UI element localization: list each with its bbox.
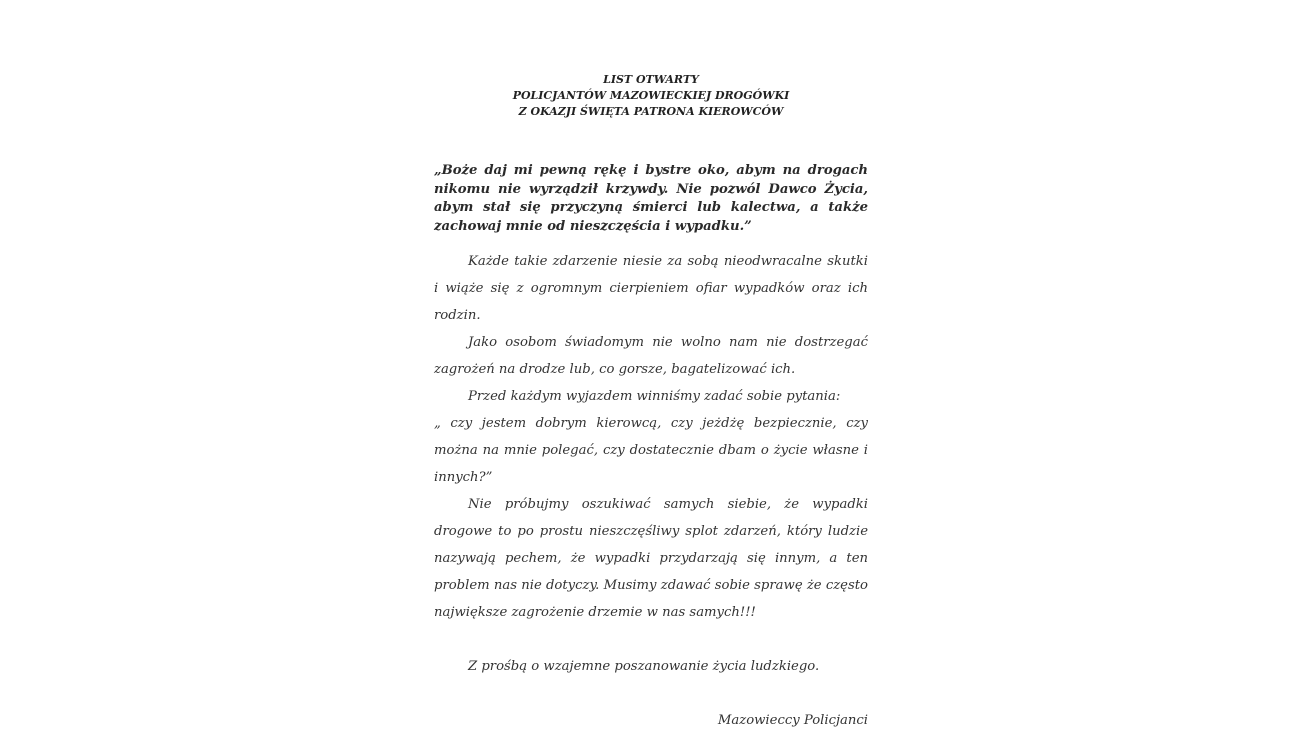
- paragraph-4-question: „ czy jestem dobrym kierowcą, czy jeżdżę bezpiecznie, czy można na mnie polegać, czy dostatecznie dbam o życie własne i innych?”: [434, 416, 868, 485]
- title-line-3: Z OKAZJI ŚWIĘTA PATRONA KIEROWCÓW: [518, 105, 784, 118]
- paragraph-5: Nie próbujmy oszukiwać samych siebie, że wypadki drogowe to po prostu nieszczęśliwy splot zdarzeń, który ludzie nazywają pechem, że wypadki przydarzają się innym, a ten problem nas nie dotyczy. Musimy zdawać sobie sprawę że często największe zagrożenie drzemie w nas samych!!!: [434, 497, 868, 620]
- letter-body: [434, 248, 868, 626]
- title-line-1: LIST OTWARTY: [603, 73, 699, 86]
- signature: Mazowieccy Policjanci: [717, 713, 868, 728]
- closing-line: Z prośbą o wzajemne poszanowanie życia ludzkiego.: [468, 659, 820, 674]
- paragraph-2: Jako osobom świadomym nie wolno nam nie dostrzegać zagrożeń na drodze lub, co gorsze, bagatelizować ich.: [434, 335, 868, 377]
- prayer-quote: „Boże daj mi pewną rękę i bystre oko, abym na drogach nikomu nie wyrządził krzywdy. Nie pozwól Dawco Życia, abym stał się przyczyną śmierci lub kalectwa, a także zachowaj mnie od nieszczęścia i wypadku.”: [434, 163, 868, 234]
- paragraph-3: Przed każdym wyjazdem winniśmy zadać sobie pytania:: [468, 389, 841, 404]
- document-title: [434, 72, 868, 120]
- title-line-2: POLICJANTÓW MAZOWIECKIEJ DROGÓWKI: [512, 89, 790, 102]
- document-page: [434, 72, 868, 734]
- paragraph-1: Każde takie zdarzenie niesie za sobą nieodwracalne skutki i wiąże się z ogromnym cierpieniem ofiar wypadków oraz ich rodzin.: [434, 254, 868, 323]
